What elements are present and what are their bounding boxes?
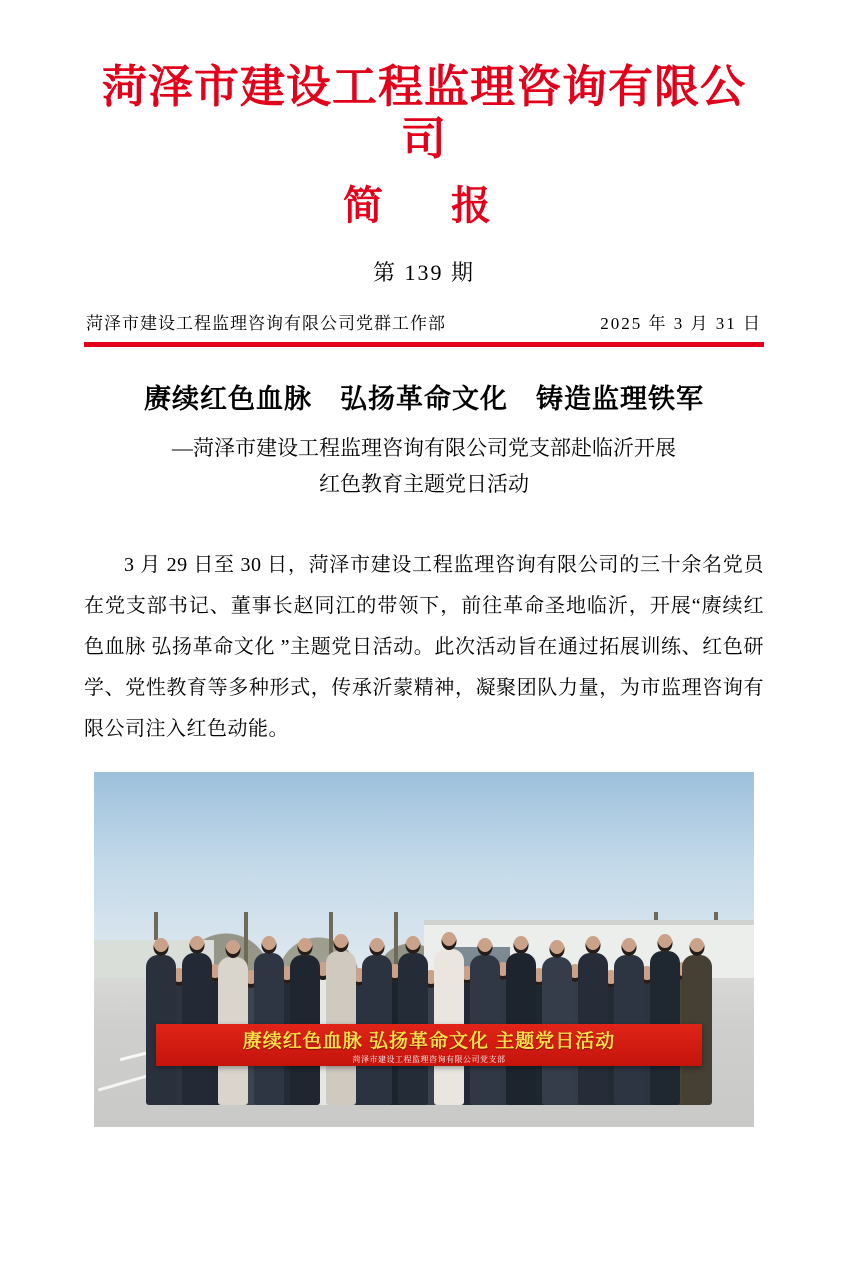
masthead-company-title: 菏泽市建设工程监理咨询有限公司 <box>101 62 746 164</box>
article-photo-wrap <box>84 772 764 1127</box>
group-photo <box>94 772 754 1127</box>
masthead-meta-row <box>84 309 764 334</box>
photo-person-head <box>262 936 277 954</box>
photo-person-head <box>550 940 565 958</box>
photo-person-head <box>622 938 637 956</box>
photo-crowd <box>146 920 712 1105</box>
article-subhead-line-1: —菏泽市建设工程监理咨询有限公司党支部赴临沂开展 <box>172 435 676 460</box>
photo-person-head <box>406 936 421 954</box>
photo-person-head <box>658 934 673 952</box>
document-page <box>0 62 848 1262</box>
masthead-doc-type: 简 报 <box>343 182 505 228</box>
photo-person-head <box>298 938 313 956</box>
photo-person-head <box>334 934 349 952</box>
article-subhead <box>84 430 764 504</box>
issue-date: 2025 年 3 月 31 日 <box>600 313 762 333</box>
photo-banner-sub-text: 菏泽市建设工程监理咨询有限公司党支部 <box>352 1054 506 1064</box>
photo-person-head <box>370 938 385 956</box>
photo-person-head <box>190 936 205 954</box>
photo-red-banner <box>156 1024 702 1066</box>
issuing-department: 菏泽市建设工程监理咨询有限公司党群工作部 <box>86 313 446 333</box>
article-subhead-line-2: 红色教育主题党日活动 <box>319 472 529 497</box>
issue-number: 第 139 期 <box>372 259 475 285</box>
photo-person-head <box>690 938 705 956</box>
article-headline: 赓续红色血脉 弘扬革命文化 铸造监理铁军 <box>144 383 704 414</box>
photo-person-head <box>514 936 529 954</box>
photo-banner-main-text: 赓续红色血脉 弘扬革命文化 主题党日活动 <box>242 1030 616 1052</box>
masthead-red-rule <box>84 342 764 347</box>
article-body: 3 月 29 日至 30 日，菏泽市建设工程监理咨询有限公司的三十余名党员在党支部书记、董事长赵同江的带领下，前往革命圣地临沂，开展“赓续红色血脉 弘扬革命文化 ”主题党日活动。此次活动旨在通过拓展训练、红色研学、党性教育等多种形式，传承沂蒙精神，凝聚团队力量，为市监理咨询有限公司注入红色动能。 <box>84 554 764 740</box>
photo-person-head <box>154 938 169 956</box>
photo-person-head <box>478 938 493 956</box>
photo-person-head <box>226 940 241 958</box>
photo-person-head <box>442 932 457 950</box>
photo-person-head <box>586 936 601 954</box>
